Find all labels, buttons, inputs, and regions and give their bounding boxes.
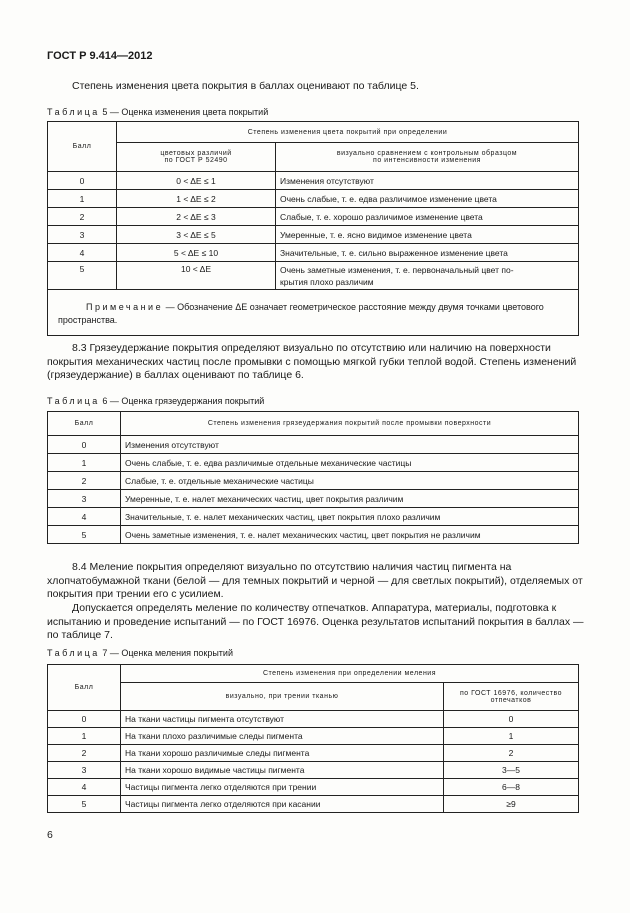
table-row: [48, 490, 579, 508]
table5-cell-desc: Очень заметные изменения, т. е. первоначальный цвет по- крытия плохо различим: [276, 262, 579, 290]
table7-cell-desc: На ткани плохо различимые следы пигмента: [121, 728, 444, 745]
para-8-4: 8.4 Меление покрытия определяют визуально по отсутствию наличия частиц пигмента на хлопчатобумажной ткани (белой — для темных покрытий и черной — для светлых покрытий), отделяемых от покрытия при трении его с усилием.: [47, 561, 583, 600]
document-header: ГОСТ Р 9.414—2012: [47, 50, 153, 62]
table-row: [48, 745, 579, 762]
table5-cell-desc: Очень слабые, т. е. едва различимое изменение цвета: [276, 190, 579, 208]
table5-cell-diff: 0 < ΔE ≤ 1: [117, 172, 276, 190]
table7-cell-desc: Частицы пигмента легко отделяются при трении: [121, 779, 444, 796]
table-row: [48, 244, 579, 262]
table7-header-ball: Балл: [48, 665, 121, 711]
para-8-4-continued: Допускается определять меление по количеству отпечатков. Аппаратура, материалы, подготовка к испытанию и проведение испытаний — по ГОСТ 16976. Оценка результатов испытаний покрытия в баллах — по таблице 7.: [47, 602, 584, 641]
table7-cell-count: ≥9: [444, 796, 579, 813]
table-row: [48, 472, 579, 490]
table7-cell-desc: На ткани хорошо различимые следы пигмента: [121, 745, 444, 762]
table-row: [48, 226, 579, 244]
table5-cell-desc: Умеренные, т. е. ясно видимое изменение цвета: [276, 226, 579, 244]
table-row: [48, 262, 579, 290]
table5-cell-ball: 1: [48, 190, 117, 208]
table6-cell-ball: 1: [48, 454, 121, 472]
table6-cell-ball: 3: [48, 490, 121, 508]
table6-body: [48, 436, 579, 544]
para-8-3: 8.3 Грязеудержание покрытия определяют визуально по отсутствию или наличию на поверхности покрытия механических частиц после промывки с помощью мягкой губки теплой водой. Степень изменений (грязеудержание) в баллах оценивают по таблице 6.: [47, 342, 577, 381]
table7-caption: [47, 648, 233, 658]
table5-cell-ball: 3: [48, 226, 117, 244]
table5-header-group: Степень изменения цвета покрытий при определении: [117, 122, 579, 143]
table5-caption: [47, 107, 268, 117]
table5-cell-diff: 3 < ΔE ≤ 5: [117, 226, 276, 244]
table6-cell-ball: 0: [48, 436, 121, 454]
table7-header-gost: по ГОСТ 16976, количество отпечатков: [444, 683, 579, 711]
table5-cell-ball: 0: [48, 172, 117, 190]
table-row: [48, 526, 579, 544]
table6-cell-desc: Умеренные, т. е. налет механических частиц, цвет покрытия различим: [121, 490, 579, 508]
table7-cell-count: 3—5: [444, 762, 579, 779]
table7-cell-count: 0: [444, 711, 579, 728]
table7-header-visual: визуально, при трении тканью: [121, 683, 444, 711]
table5-caption-label: Таблица: [47, 107, 100, 117]
table5-header-ball: Балл: [48, 122, 117, 172]
table7-cell-count: 1: [444, 728, 579, 745]
table7-cell-desc: Частицы пигмента легко отделяются при касании: [121, 796, 444, 813]
table5-cell-diff: 2 < ΔE ≤ 3: [117, 208, 276, 226]
table7-cell-desc: На ткани хорошо видимые частицы пигмента: [121, 762, 444, 779]
table6-header-ball: Балл: [48, 412, 121, 436]
table5-header-visual: визуально сравнением с контрольным образцом по интенсивности изменения: [276, 143, 579, 172]
table5-cell-diff: 5 < ΔE ≤ 10: [117, 244, 276, 262]
table5-header-diff: цветовых различий по ГОСТ Р 52490: [117, 143, 276, 172]
table7: [47, 664, 579, 813]
table7-cell-ball: 1: [48, 728, 121, 745]
table-row: [48, 454, 579, 472]
table5-cell-desc: Изменения отсутствуют: [276, 172, 579, 190]
table7-cell-ball: 3: [48, 762, 121, 779]
table6-cell-desc: Изменения отсутствуют: [121, 436, 579, 454]
table5-note-text: — Обозначение ΔE означает геометрическое расстояние между двумя точками цветового пространства.: [58, 301, 544, 325]
table7-cell-ball: 4: [48, 779, 121, 796]
table7-header-group: Степень изменения при определении меления: [121, 665, 579, 683]
table-row: [48, 190, 579, 208]
table6-cell-ball: 5: [48, 526, 121, 544]
table-row: [48, 508, 579, 526]
table7-body: [48, 711, 579, 813]
table6-cell-desc: Очень слабые, т. е. едва различимые отдельные механические частицы: [121, 454, 579, 472]
table7-caption-text: 7 — Оценка меления покрытий: [102, 648, 233, 658]
table7-caption-label: Таблица: [47, 648, 100, 658]
table5-cell-ball: 2: [48, 208, 117, 226]
table5-caption-text: 5 — Оценка изменения цвета покрытий: [102, 107, 269, 117]
table5-cell-desc: Значительные, т. е. сильно выраженное изменение цвета: [276, 244, 579, 262]
table6-cell-desc: Значительные, т. е. налет механических частиц, цвет покрытия плохо различим: [121, 508, 579, 526]
intro-paragraph: Степень изменения цвета покрытия в баллах оценивают по таблице 5.: [72, 80, 419, 92]
table6-cell-desc: Очень заметные изменения, т. е. налет механических частиц, цвет покрытия не различим: [121, 526, 579, 544]
table7-cell-count: 6—8: [444, 779, 579, 796]
table6-cell-ball: 4: [48, 508, 121, 526]
table-row: [48, 436, 579, 454]
table-row: [48, 779, 579, 796]
table5-cell-ball: 4: [48, 244, 117, 262]
table-row: [48, 796, 579, 813]
table6-cell-ball: 2: [48, 472, 121, 490]
table6-cell-desc: Слабые, т. е. отдельные механические частицы: [121, 472, 579, 490]
table5-cell-desc: Слабые, т. е. хорошо различимое изменение цвета: [276, 208, 579, 226]
table5-cell-diff: 10 < ΔE: [117, 262, 276, 290]
table5-note: [48, 290, 579, 336]
table-row: [48, 762, 579, 779]
table7-cell-count: 2: [444, 745, 579, 762]
table5-note-label: Примечание: [86, 301, 164, 312]
table7-cell-desc: На ткани частицы пигмента отсутствуют: [121, 711, 444, 728]
table-row: [48, 208, 579, 226]
table-row: [48, 728, 579, 745]
table5-note-row: [48, 290, 579, 336]
table-row: [48, 711, 579, 728]
table7-cell-ball: 0: [48, 711, 121, 728]
table-row: [48, 172, 579, 190]
table5-cell-diff: 1 < ΔE ≤ 2: [117, 190, 276, 208]
table6-caption: [47, 396, 264, 406]
table5-cell-ball: 5: [48, 262, 117, 290]
table6-header-desc: Степень изменения грязеудержания покрытий после промывки поверхности: [121, 412, 579, 436]
table6-caption-label: Таблица: [47, 396, 100, 406]
page-number: 6: [47, 829, 53, 841]
table7-cell-ball: 2: [48, 745, 121, 762]
table7-cell-ball: 5: [48, 796, 121, 813]
table6: [47, 411, 579, 544]
table5: [47, 121, 579, 336]
table5-body: [48, 172, 579, 336]
table6-caption-text: 6 — Оценка грязеудержания покрытий: [102, 396, 265, 406]
